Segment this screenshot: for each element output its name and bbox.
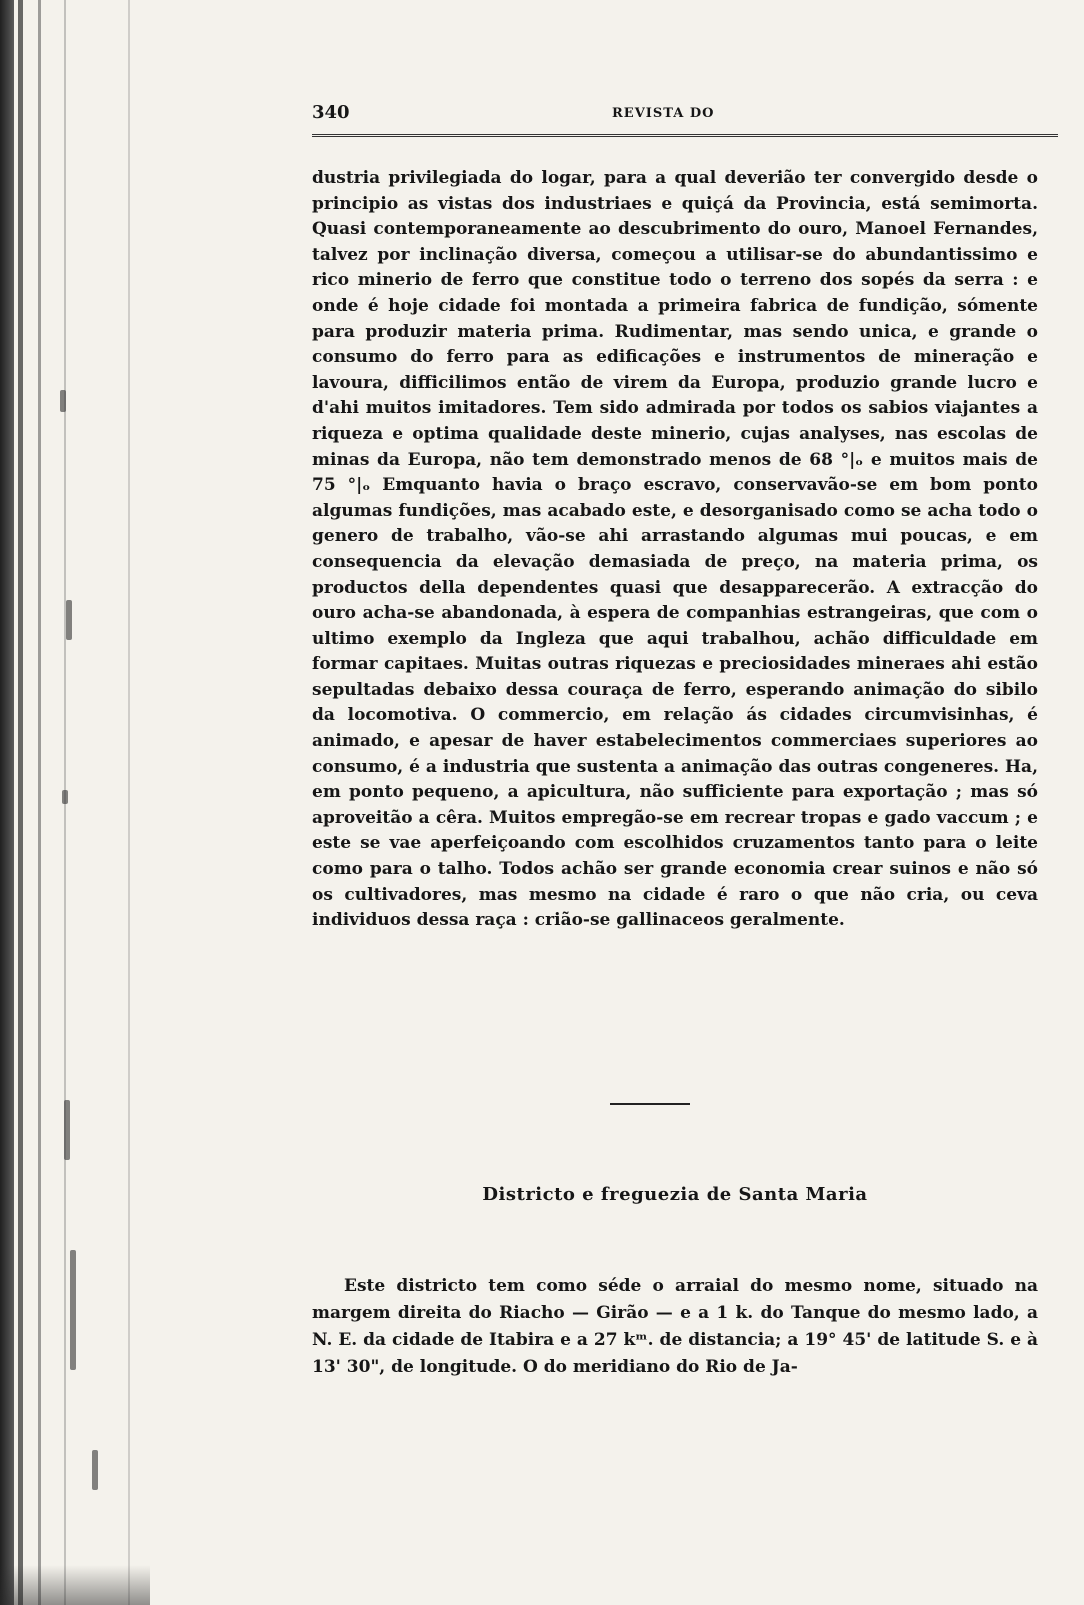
binding-line	[38, 0, 41, 1605]
scan-speck	[66, 600, 72, 640]
section-divider	[610, 1103, 690, 1105]
binding-line	[128, 0, 130, 1605]
page-number: 340	[312, 102, 350, 123]
running-title: REVISTA DO	[612, 106, 715, 121]
scan-speck	[62, 790, 68, 804]
scan-speck	[92, 1450, 98, 1490]
scan-speck	[64, 1100, 70, 1160]
page-header	[312, 98, 1058, 128]
paragraph: dustria privilegiada do logar, para a qual deverião ter convergido desde o principio as vistas dos industriaes e quiçá da Provincia, está semimorta. Quasi contemporaneamente ao descubrimento do ouro, Manoel Fernandes, talvez por inclinação diversa, começou a utilisar-se do abundantissimo e rico minerio de ferro que constitue todo o terreno dos sopés da serra : e onde é hoje cidade foi montada a primeira fabrica de fundição, sómente para produzir materia prima. Rudimentar, mas sendo unica, e grande o consumo do ferro para as edificações e instrumentos de mineração e lavoura, difficilimos então de virem da Europa, produzio grande lucro e d'ahi muitos imitadores. Tem sido admirada por todos os sabios viajantes a riqueza e optima qualidade deste minerio, cujas analyses, nas escolas de minas da Europa, não tem demonstrado menos de 68 °|ₒ e muitos mais de 75 °|ₒ Emquanto havia o braço escravo, conservavão-se em bom ponto algumas fundições, mas acabado este, e desorganisado como se acha todo o genero de trabalho, vão-se ahi arrastando algumas mui poucas, e em consequencia da elevação demasiada de preço, na materia prima, os productos della dependentes quasi que desapparecerão. A extracção do ouro acha-se abandonada, à espera de companhias estrangeiras, que com o ultimo exemplo da Ingleza que aqui trabalhou, achão difficuldade em formar capitaes. Muitas outras riquezas e preciosidades mineraes ahi estão sepultadas debaixo dessa couraça de ferro, esperando animação do sibilo da locomotiva. O commercio, em relação ás cidades circumvisinhas, é animado, e apesar de haver estabelecimentos commerciaes superiores ao consumo, é a industria que sustenta a animação das outras congeneres. Ha, em ponto pequeno, a apicultura, não sufficiente para exportação ; mas só aproveitão a cêra. Muitos empregão-se em recrear tropas e gado vaccum ; e este se vae aperfeiçoando com escolhidos cruzamentos tanto para o leite como para o talho. Todos achão ser grande economia crear suinos e não só os cultivadores, mas mesmo na cidade é raro o que não cria, ou ceva individuos dessa raça : crião-se gallinaceos geralmente.	[312, 168, 1038, 931]
page-binding-edge	[0, 0, 150, 1605]
header-rule	[312, 134, 1058, 137]
scan-speck	[70, 1250, 76, 1370]
binding-shadow	[0, 1565, 150, 1605]
paragraph: Este districto tem como séde o arraial do mesmo nome, situado na margem direita do Riacho — Girão — e a 1 k. do Tanque do mesmo lado, a N. E. da cidade de Itabira e a 27 kᵐ. de distancia; a 19° 45' de latitude S. e à 13' 30", de longitude. O do meridiano do Rio de Ja-	[312, 1276, 1038, 1377]
section-heading: Districto e freguezia de Santa Maria	[482, 1184, 868, 1205]
scan-speck	[60, 390, 66, 412]
body-text	[312, 166, 1038, 934]
section-body	[312, 1273, 1038, 1381]
binding-shadow	[0, 0, 14, 1605]
binding-line	[18, 0, 23, 1605]
